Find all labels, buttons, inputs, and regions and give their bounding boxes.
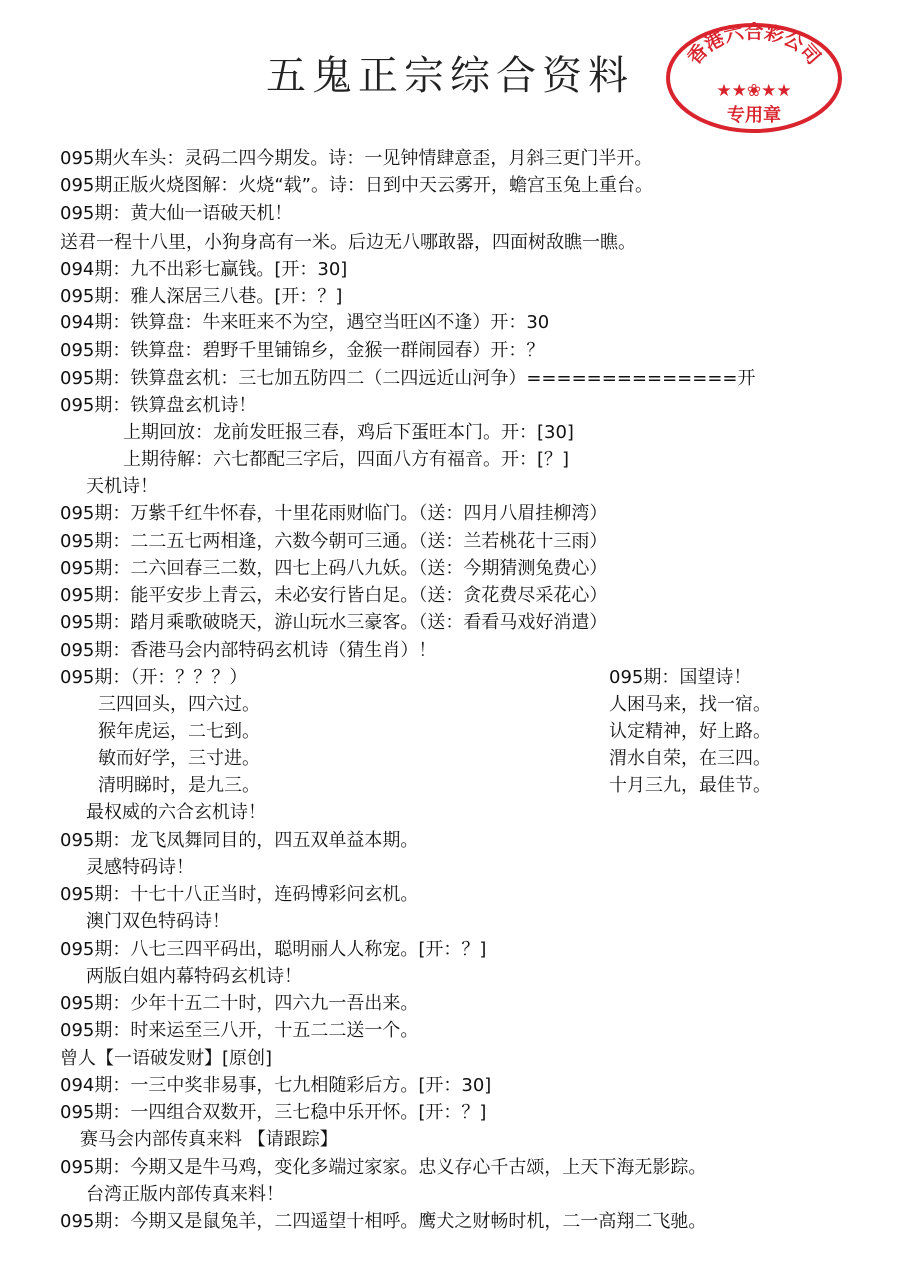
seal-stars: ★★❀★★ [716, 81, 792, 101]
right-poem-title: 095期：国望诗！ [609, 667, 752, 688]
poem-line: 三四回头，四六过。 [98, 694, 260, 715]
text-line: 095期：黄大仙一语破天机！ [60, 203, 293, 224]
text-line: 095期正版火烧图解：火烧“载”。诗：日到中天云雾开，蟾宫玉兔上重台。 [60, 175, 654, 196]
right-poem-line: 认定精神，好上路。 [609, 721, 771, 742]
text-line: 095期：八七三四平码出，聪明丽人人称宠。[开：？] [60, 939, 487, 960]
section-heading: 赛马会内部传真来料 【请跟踪】 [80, 1129, 338, 1150]
text-line: 095期：今期又是牛马鸡，变化多端过家家。忠义存心千古颂，上天下海无影踪。 [60, 1157, 707, 1178]
section-heading: 天机诗！ [86, 476, 158, 497]
seal-top-text: 香港六合彩公司 [683, 22, 825, 69]
text-line: 095期：铁算盘玄机诗！ [60, 395, 257, 416]
seal-bottom-text: 专用章 [727, 105, 781, 126]
section-heading: 最权威的六合玄机诗！ [86, 802, 266, 823]
text-line: 094期：铁算盘：牛来旺来不为空，遇空当旺凶不逢）开：30 [60, 312, 550, 333]
text-line: 上期回放：龙前发旺报三春，鸡后下蛋旺本门。开：[30] [123, 422, 574, 443]
text-line: 095期：（开：？？？） [60, 667, 248, 688]
poem-line: 清明睇时，是九三。 [98, 775, 260, 796]
text-line: 095期：少年十五二十时，四六九一吾出来。 [60, 993, 419, 1014]
section-heading: 两版白姐内幕特码玄机诗！ [86, 966, 302, 987]
poem-line: 敏而好学，三寸进。 [98, 748, 260, 769]
text-line: 095期：万紫千红牛怀春，十里花雨财临门。（送：四月八眉挂柳湾） [60, 503, 608, 524]
section-heading: 澳门双色特码诗！ [86, 911, 230, 932]
right-poem-line: 十月三九，最佳节。 [609, 775, 771, 796]
text-line: 095期：今期又是鼠兔羊，二四遥望十相呼。鹰犬之财畅时机，二一高翔二飞驰。 [60, 1211, 707, 1232]
text-line: 上期待解：六七都配三字后，四面八方有福音。开：[？] [123, 449, 570, 470]
text-line: 095期：铁算盘：碧野千里铺锦乡，金猴一群闹园春）开：？ [60, 340, 545, 361]
text-line: 095期：踏月乘歌破晓天，游山玩水三豪客。（送：看看马戏好消遣） [60, 612, 608, 633]
text-line: 095期：铁算盘玄机：三七加五防四二（二四远近山河争）==============开 [60, 368, 756, 389]
text-line: 095期：二六回春三二数，四七上码八九妖。（送：今期猜测兔费心） [60, 558, 608, 579]
text-line: 095期：一四组合双数开，三七稳中乐开怀。[开：？] [60, 1102, 487, 1123]
page-title: 五鬼正宗综合资料 [266, 53, 634, 99]
section-heading: 灵感特码诗！ [86, 857, 194, 878]
text-line: 095期：龙飞凤舞同目的，四五双单益本期。 [60, 830, 419, 851]
text-line: 095期：二二五七两相逢，六数今朝可三通。（送：兰若桃花十三雨） [60, 531, 608, 552]
text-line: 095期：十七十八正当时，连码博彩问玄机。 [60, 884, 419, 905]
text-line: 095期火车头：灵码二四今期发。诗：一见钟情肆意歪，月斜三更门半开。 [60, 148, 653, 169]
text-line: 095期：时来运至三八开，十五二二送一个。 [60, 1020, 419, 1041]
poem-line: 猴年虎运，二七到。 [98, 721, 260, 742]
right-poem-line: 渭水自荣，在三四。 [609, 748, 771, 769]
text-line: 094期：九不出彩七赢钱。[开：30] [60, 259, 348, 280]
right-poem-line: 人困马来，找一宿。 [609, 694, 771, 715]
text-line: 095期：香港马会内部特码玄机诗（猜生肖）！ [60, 640, 437, 661]
text-line: 094期：一三中奖非易事，七九相随彩后方。[开：30] [60, 1075, 492, 1096]
text-line: 095期：能平安步上青云，未必安行皆白足。（送：贪花费尽采花心） [60, 585, 608, 606]
section-heading: 台湾正版内部传真来料！ [86, 1184, 284, 1205]
text-line: 095期：雅人深居三八巷。[开：？] [60, 286, 343, 307]
text-line: 送君一程十八里，小狗身高有一米。后边无八哪敢器，四面树敌瞧一瞧。 [60, 232, 636, 253]
section-heading: 曾人【一语破发财】[原创] [60, 1048, 273, 1069]
